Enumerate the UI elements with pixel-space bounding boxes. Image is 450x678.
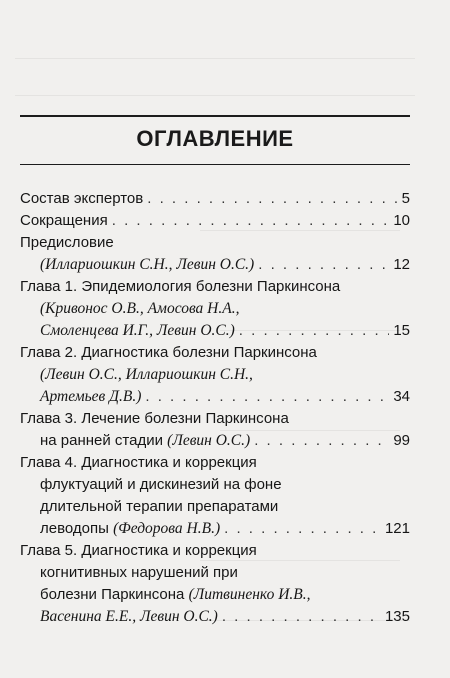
toc-line <box>20 518 410 540</box>
toc-page-number: 135 <box>384 608 410 625</box>
toc-line <box>20 430 410 452</box>
toc-title: когнитивных нарушений при <box>40 564 238 581</box>
toc-line-text <box>20 210 108 232</box>
toc-title: Глава 3. Лечение болезни Паркинсона <box>20 410 289 427</box>
toc-authors: (Левин О.С., Иллариошкин С.Н., <box>40 366 253 383</box>
toc-line-text <box>20 342 317 364</box>
toc-page-number: 10 <box>393 212 410 229</box>
toc-authors: (Кривонос О.В., Амосова Н.А., <box>40 300 240 317</box>
toc-page-number: 5 <box>401 190 410 207</box>
toc-line-text <box>20 276 340 298</box>
toc-title: Глава 2. Диагностика болезни Паркинсона <box>20 344 317 361</box>
toc-line-text <box>40 298 239 320</box>
heading-bottom-rule <box>20 164 410 165</box>
toc-line-text <box>40 254 254 276</box>
page-title: ОГЛАВЛЕНИЕ <box>136 126 294 151</box>
toc-line-text <box>20 452 257 474</box>
toc-line-text <box>40 430 250 452</box>
dot-leader <box>254 430 389 452</box>
toc-authors: (Левин О.С.) <box>167 432 251 449</box>
toc-entry <box>20 452 410 540</box>
toc-title: Глава 4. Диагностика и коррекция <box>20 454 257 471</box>
toc-entry <box>20 342 410 408</box>
toc-authors: (Федорова Н.В.) <box>113 520 221 537</box>
toc-line <box>20 232 410 254</box>
toc-line-text <box>40 364 253 386</box>
ghost-rule <box>15 95 415 96</box>
toc-line <box>20 254 410 276</box>
dot-leader <box>222 606 381 628</box>
toc-line-text <box>40 584 311 606</box>
toc-title: на ранней стадии <box>40 432 168 449</box>
toc-title: длительной терапии препаратами <box>40 498 279 515</box>
toc-page-number: 12 <box>393 256 410 273</box>
toc-line-text <box>40 320 235 342</box>
dot-leader <box>147 188 397 210</box>
toc-line-text <box>40 386 141 408</box>
toc-line <box>20 276 410 298</box>
dot-leader <box>239 320 390 342</box>
toc-line <box>20 364 410 386</box>
toc-entry <box>20 276 410 342</box>
toc-entry <box>20 540 410 628</box>
toc-line-text <box>20 188 143 210</box>
toc-line <box>20 452 410 474</box>
toc-line <box>20 408 410 430</box>
toc-line-text <box>20 540 257 562</box>
toc-entry <box>20 232 410 276</box>
heading-top-rule <box>20 115 410 117</box>
toc-line <box>20 386 410 408</box>
ghost-rule <box>15 58 415 59</box>
toc-title: Состав экспертов <box>20 190 144 207</box>
toc-line <box>20 474 410 496</box>
toc-title: Предисловие <box>20 234 114 251</box>
toc-line-text <box>40 562 238 584</box>
toc-title: Глава 1. Эпидемиология болезни Паркинсона <box>20 278 341 295</box>
toc-entry <box>20 188 410 210</box>
table-of-contents <box>20 188 410 628</box>
toc-authors: Артемьев Д.В.) <box>40 388 142 405</box>
toc-line <box>20 496 410 518</box>
toc-line <box>20 298 410 320</box>
toc-line-text <box>40 606 218 628</box>
toc-title: флуктуаций и дискинезий на фоне <box>40 476 282 493</box>
toc-line <box>20 540 410 562</box>
toc-entry <box>20 408 410 452</box>
toc-line-text <box>20 408 289 430</box>
toc-authors: Васенина Е.Е., Левин О.С.) <box>40 608 218 625</box>
dot-leader <box>258 254 389 276</box>
toc-line <box>20 584 410 606</box>
toc-line <box>20 606 410 628</box>
toc-page-number: 121 <box>384 520 410 537</box>
toc-line-text <box>40 518 220 540</box>
dot-leader <box>224 518 381 540</box>
toc-title: болезни Паркинсона <box>40 586 189 603</box>
toc-title: Глава 5. Диагностика и коррекция <box>20 542 257 559</box>
toc-page-number: 34 <box>393 388 410 405</box>
toc-page-number: 99 <box>393 432 410 449</box>
dot-leader <box>112 210 390 232</box>
toc-title: леводопы <box>40 520 114 537</box>
toc-line <box>20 562 410 584</box>
toc-line <box>20 320 410 342</box>
toc-line-text <box>20 232 114 254</box>
toc-entry <box>20 210 410 232</box>
toc-line <box>20 210 410 232</box>
toc-authors: (Литвиненко И.В., <box>188 586 311 603</box>
toc-authors: (Иллариошкин С.Н., Левин О.С.) <box>40 256 255 273</box>
toc-line-text <box>40 474 282 496</box>
toc-line <box>20 342 410 364</box>
toc-authors: Смоленцева И.Г., Левин О.С.) <box>40 322 235 339</box>
toc-title: Сокращения <box>20 212 108 229</box>
toc-line <box>20 188 410 210</box>
dot-leader <box>145 386 389 408</box>
toc-line-text <box>40 496 278 518</box>
toc-page-number: 15 <box>393 322 410 339</box>
